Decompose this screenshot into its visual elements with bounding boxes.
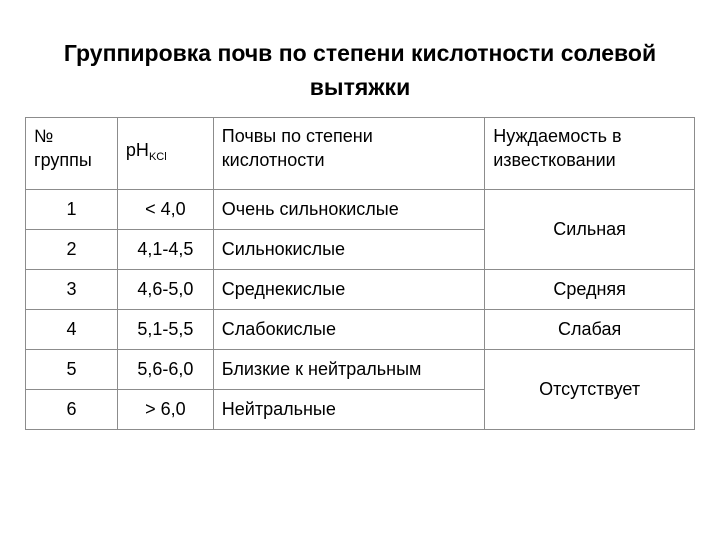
cell-group: 4 xyxy=(26,310,118,350)
cell-group: 1 xyxy=(26,190,118,230)
cell-need-absent: Отсутствует xyxy=(485,350,695,430)
cell-group: 2 xyxy=(26,230,118,270)
cell-ph: 4,6-5,0 xyxy=(117,270,213,310)
cell-need-weak: Слабая xyxy=(485,310,695,350)
header-row xyxy=(26,118,695,190)
cell-soil: Нейтральные xyxy=(213,390,484,430)
header-ph-sub: KCl xyxy=(148,151,167,163)
cell-group: 5 xyxy=(26,350,118,390)
cell-soil: Очень сильнокислые xyxy=(213,190,484,230)
cell-need-medium: Средняя xyxy=(485,270,695,310)
cell-ph: < 4,0 xyxy=(117,190,213,230)
table-row xyxy=(26,270,695,310)
cell-soil: Сильнокислые xyxy=(213,230,484,270)
cell-need-strong: Сильная xyxy=(485,190,695,270)
cell-group: 3 xyxy=(26,270,118,310)
table-row xyxy=(26,310,695,350)
cell-ph: 5,6-6,0 xyxy=(117,350,213,390)
table-row xyxy=(26,350,695,390)
page-title: Группировка почв по степени кислотности солевой вытяжки xyxy=(63,40,657,100)
header-soil-acidity: Почвы по степени кислотности xyxy=(213,118,484,190)
cell-soil: Слабокислые xyxy=(213,310,484,350)
cell-ph: 4,1-4,5 xyxy=(117,230,213,270)
cell-soil: Близкие к нейтральным xyxy=(213,350,484,390)
table-row xyxy=(26,190,695,230)
header-liming-need: Нуждаемость в известковании xyxy=(485,118,695,190)
cell-group: 6 xyxy=(26,390,118,430)
cell-ph: 5,1-5,5 xyxy=(117,310,213,350)
acidity-table xyxy=(25,117,695,430)
header-group-number: № группы xyxy=(26,118,118,190)
cell-soil: Среднекислые xyxy=(213,270,484,310)
cell-ph: > 6,0 xyxy=(117,390,213,430)
header-ph xyxy=(117,118,213,190)
header-ph-main: pH xyxy=(125,140,149,160)
